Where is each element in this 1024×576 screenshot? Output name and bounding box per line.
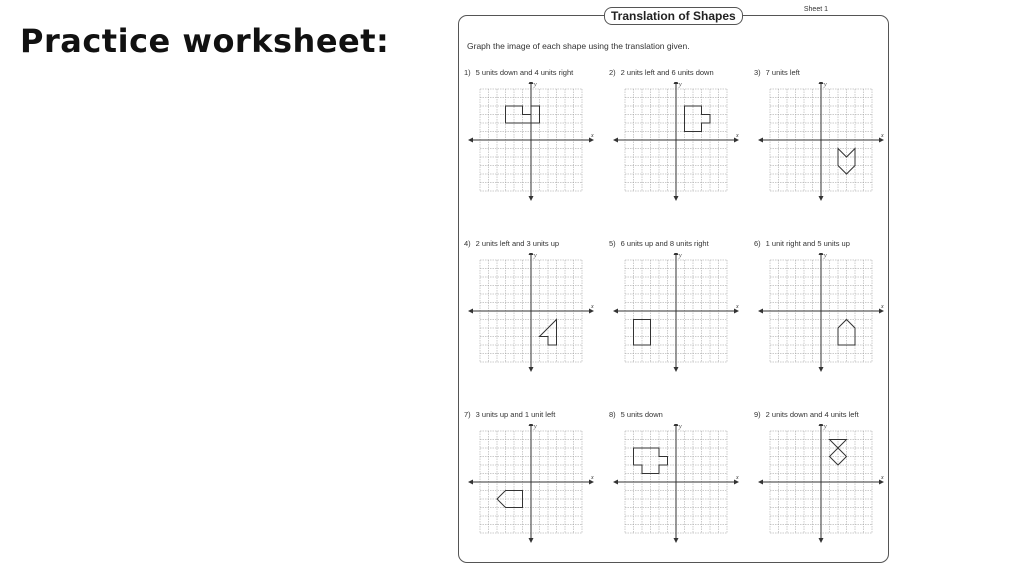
axis-arrow-icon	[468, 309, 473, 314]
problem-number: 3)	[754, 68, 761, 77]
problem-text: 5 units down and 4 units right	[475, 68, 574, 77]
problem-number: 9)	[754, 410, 761, 419]
x-axis-label: x	[881, 133, 884, 139]
worksheet	[458, 6, 889, 563]
axis-arrow-icon	[674, 538, 679, 543]
problem-number: 8)	[609, 410, 616, 419]
x-axis-label: x	[736, 304, 739, 310]
pre-image-shape	[685, 106, 711, 132]
axis-arrow-icon	[613, 138, 618, 143]
coordinate-grid	[754, 82, 889, 204]
slide-title: Practice worksheet:	[20, 22, 390, 60]
axis-arrow-icon	[819, 424, 824, 426]
problem-number: 5)	[609, 239, 616, 248]
problem-label	[754, 410, 859, 419]
y-axis-label: y	[824, 253, 827, 259]
coordinate-grid	[609, 82, 744, 204]
axis-arrow-icon	[529, 82, 534, 84]
axis-arrow-icon	[758, 138, 763, 143]
problem-text: 2 units left and 3 units up	[475, 239, 560, 248]
problem-text: 2 units down and 4 units left	[765, 410, 859, 419]
x-axis-label: x	[881, 475, 884, 481]
axis-arrow-icon	[613, 480, 618, 485]
problem-5	[609, 239, 749, 389]
axis-arrow-icon	[529, 424, 534, 426]
y-axis-label: y	[824, 424, 827, 430]
coordinate-grid	[464, 82, 599, 204]
problem-text: 1 unit right and 5 units up	[765, 239, 850, 248]
coordinate-grid	[464, 253, 599, 375]
axis-arrow-icon	[819, 367, 824, 372]
problem-1	[464, 68, 604, 218]
x-axis-label: x	[736, 133, 739, 139]
problem-number: 4)	[464, 239, 471, 248]
problem-label	[464, 239, 559, 248]
problem-number: 1)	[464, 68, 471, 77]
axis-arrow-icon	[529, 367, 534, 372]
x-axis-label: x	[736, 475, 739, 481]
y-axis-label: y	[679, 82, 682, 88]
problem-label	[609, 239, 709, 248]
problem-8	[609, 410, 749, 560]
axis-arrow-icon	[529, 538, 534, 543]
y-axis-label: y	[679, 424, 682, 430]
axis-arrow-icon	[529, 253, 534, 255]
axis-arrow-icon	[613, 309, 618, 314]
x-axis-label: x	[591, 475, 594, 481]
problem-label	[464, 410, 555, 419]
problem-text: 7 units left	[765, 68, 800, 77]
axis-arrow-icon	[819, 196, 824, 201]
sheet-number: Sheet 1	[803, 6, 828, 13]
coordinate-grid	[609, 253, 744, 375]
problem-label	[464, 68, 573, 77]
axis-arrow-icon	[674, 196, 679, 201]
problem-text: 6 units up and 8 units right	[620, 239, 709, 248]
problem-7	[464, 410, 604, 560]
coordinate-grid	[609, 424, 744, 546]
axis-arrow-icon	[674, 82, 679, 84]
y-axis-label: y	[534, 424, 537, 430]
problem-label	[754, 239, 850, 248]
axis-arrow-icon	[529, 196, 534, 201]
axis-arrow-icon	[758, 309, 763, 314]
y-axis-label: y	[534, 82, 537, 88]
problem-label	[754, 68, 800, 77]
coordinate-grid	[754, 253, 889, 375]
problem-2	[609, 68, 749, 218]
coordinate-grid	[754, 424, 889, 546]
y-axis-label: y	[534, 253, 537, 259]
x-axis-label: x	[591, 304, 594, 310]
axis-arrow-icon	[819, 538, 824, 543]
axis-arrow-icon	[468, 138, 473, 143]
coordinate-grid	[464, 424, 599, 546]
problem-number: 6)	[754, 239, 761, 248]
problem-text: 2 units left and 6 units down	[620, 68, 714, 77]
problem-6	[754, 239, 894, 389]
problem-text: 3 units up and 1 unit left	[475, 410, 556, 419]
worksheet-instruction: Graph the image of each shape using the translation given.	[467, 41, 690, 51]
problem-label	[609, 410, 663, 419]
axis-arrow-icon	[674, 367, 679, 372]
axis-arrow-icon	[819, 82, 824, 84]
x-axis-label: x	[881, 304, 884, 310]
problem-4	[464, 239, 604, 389]
problem-text: 5 units down	[620, 410, 663, 419]
problem-3	[754, 68, 894, 218]
y-axis-label: y	[824, 82, 827, 88]
x-axis-label: x	[591, 133, 594, 139]
axis-arrow-icon	[758, 480, 763, 485]
worksheet-title: Translation of Shapes	[604, 7, 743, 25]
problem-9	[754, 410, 894, 560]
axis-arrow-icon	[468, 480, 473, 485]
problem-number: 7)	[464, 410, 471, 419]
problem-label	[609, 68, 714, 77]
axis-arrow-icon	[819, 253, 824, 255]
axis-arrow-icon	[674, 253, 679, 255]
axis-arrow-icon	[674, 424, 679, 426]
y-axis-label: y	[679, 253, 682, 259]
problem-number: 2)	[609, 68, 616, 77]
